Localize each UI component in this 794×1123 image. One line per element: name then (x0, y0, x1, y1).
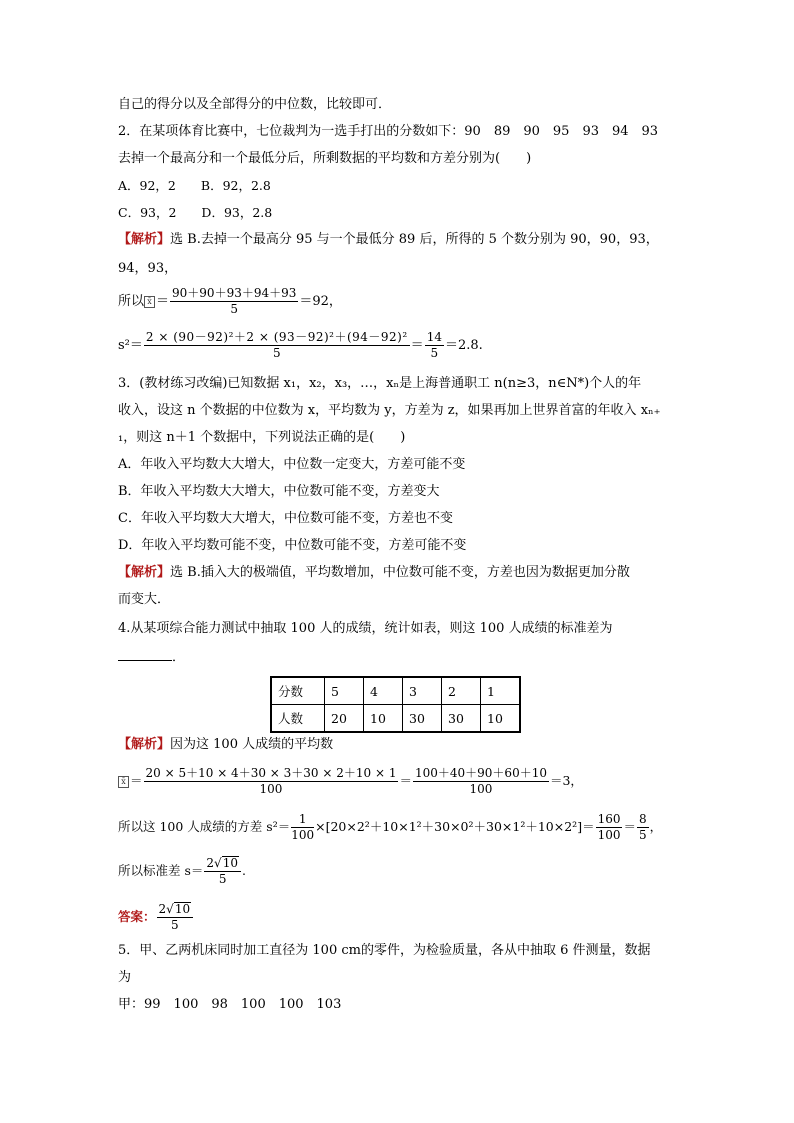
question-4-solution (118, 736, 333, 754)
numerator: 1 (291, 812, 314, 828)
table-cell: 4 (364, 677, 403, 705)
question-5-stem-cont: 为 (118, 970, 132, 985)
formula-body: ×[20×2²＋10×1²＋30×0²＋30×1²＋10×2²]＝ (315, 819, 595, 834)
formula-prefix: 所以标准差 s＝ (118, 863, 204, 878)
denominator: 5 (218, 872, 227, 886)
table-cell: 3 (403, 677, 442, 705)
solution-text: 选 B.去掉一个最高分 95 与一个最低分 89 后，所得的 5 个数分别为 90，90，93， (170, 232, 659, 247)
question-3-stem-cont: 收入，设这 n 个数据的中位数为 x，平均数为 y，方差为 z，如果再加上世界首富的年收入 xₙ₊ (118, 403, 661, 418)
solution-text: 选 B.插入大的极端值，平均数增加，中位数可能不变，方差也因为数据更加分散 (170, 565, 630, 580)
denominator: 5 (639, 828, 647, 842)
fraction (204, 856, 241, 887)
fraction (413, 766, 549, 797)
numerator: 2√10 (204, 856, 241, 872)
text-line: 自己的得分以及全部得分的中位数，比较即可． (118, 97, 392, 112)
question-4-stem: 4.从某项综合能力测试中抽取 100 人的成绩，统计如表，则这 100 人成绩的标准差为 (118, 621, 613, 636)
numerator: 90＋90＋93＋94＋93 (172, 286, 297, 300)
denominator: 5 (272, 346, 281, 360)
fraction (425, 330, 444, 361)
question-3-solution (118, 564, 630, 582)
denominator: 100 (469, 782, 493, 796)
solution-text: 因为这 100 人成绩的平均数 (170, 737, 334, 752)
score-table (270, 676, 521, 733)
coefficient: 2 (158, 902, 167, 916)
numerator: 8 (639, 812, 647, 826)
question-4-answer (118, 902, 194, 933)
question-2-variance-formula: s²＝ $\frac{\text{2 × (90－92)²＋2 × (93－92)²＋(94－92)²}}{5}$ ＝ $\frac{14}{5}$ ＝2.8. (118, 330, 483, 360)
table-cell: 30 (442, 705, 481, 733)
question-5-data-jia: 甲：99 100 98 100 100 103 (118, 997, 342, 1012)
table-cell: 5 (325, 677, 364, 705)
table-row (271, 705, 520, 733)
table-cell: 2 (442, 677, 481, 705)
fraction (144, 766, 399, 797)
x-bar-symbol: x̄ (118, 776, 129, 788)
formula-prefix: 所以这 100 人成绩的方差 s²＝ (118, 819, 291, 834)
numerator: 2√10 (157, 902, 194, 918)
question-3-option-c: C．年收入平均数大大增大，中位数可能不变，方差也不变 (118, 511, 453, 526)
question-3-stem-cont2: ₁，则这 n＋1 个数据中，下列说法正确的是( ) (118, 430, 406, 445)
table-cell: 10 (364, 705, 403, 733)
table-row (271, 677, 520, 705)
formula-prefix: s²＝ (118, 338, 143, 353)
question-4-blank-line (118, 648, 185, 667)
table-cell: 人数 (271, 705, 325, 733)
denominator: 5 (430, 346, 439, 360)
table-cell: 20 (325, 705, 364, 733)
radicand: 10 (174, 902, 191, 916)
fraction (170, 286, 298, 317)
formula-result: ＝3， (549, 773, 583, 788)
formula-prefix: 所以 (118, 294, 145, 309)
denominator: 100 (597, 828, 621, 842)
solution-tag: 【解析】 (118, 565, 171, 580)
question-2-stem: 2．在某项体育比赛中，七位裁判为一选手打出的分数如下：90 89 90 95 93 94 93 (118, 124, 659, 139)
question-3-option-d: D．年收入平均数可能不变，中位数可能不变，方差可能不变 (118, 538, 467, 553)
fraction (291, 812, 314, 843)
solution-tag: 【解析】 (118, 737, 171, 752)
question-3-solution-cont: 而变大． (118, 592, 171, 607)
punctuation: ． (172, 650, 186, 665)
numerator: 2 × (90－92)²＋2 × (93－92)²＋(94－92)² (145, 330, 408, 344)
question-3-option-b: B．年收入平均数大大增大，中位数可能不变，方差变大 (118, 484, 440, 499)
answer-blank (118, 648, 172, 661)
table-cell: 10 (481, 705, 521, 733)
numerator: 100＋40＋90＋60＋10 (414, 766, 547, 780)
formula-result: ＝92， (299, 294, 342, 309)
question-2-options-cd: C．93，2 D．93，2.8 (118, 205, 273, 220)
formula-result: ＝2.8. (444, 338, 483, 353)
question-4-variance-formula: 所以这 100 人成绩的方差 s²＝ $\frac{1}{100}$ ×[20×2²＋10×1²＋30×0²＋30×1²＋10×2²]＝ $\frac{160}{100}$ ＝ $\frac{8}{5}$ ， (118, 812, 663, 842)
fraction (144, 330, 410, 361)
solution-tag: 【解析】 (118, 232, 171, 247)
numerator: 14 (426, 330, 442, 344)
question-4-sd-formula: 所以标准差 s＝ $\frac{2√10}{5}$ . (118, 856, 246, 886)
radicand: 10 (222, 856, 238, 870)
question-3-option-a: A．年收入平均数大大增大，中位数一定变大，方差可能不变 (118, 457, 466, 472)
coefficient: 2 (206, 856, 215, 870)
question-2-solution (118, 231, 659, 249)
question-2-options-ab: A．92，2 B．92，2.8 (118, 178, 271, 193)
question-5-stem: 5．甲、乙两机床同时加工直径为 100 cm的零件，为检验质量，各从中抽取 6 件测量，数据 (118, 943, 651, 958)
question-2-solution-cont: 94，93， (118, 261, 178, 276)
question-2-stem-cont: 去掉一个最高分和一个最低分后，所剩数据的平均数和方差分别为( ) (118, 151, 532, 166)
fraction (157, 902, 194, 933)
denominator: 100 (259, 782, 283, 796)
denominator: 100 (291, 828, 315, 842)
numerator: 20 × 5＋10 × 4＋30 × 3＋30 × 2＋10 × 1 (145, 766, 397, 780)
question-4-mean-formula: x̄ ＝ $\frac{20 \times 5+10 \times 4+30 \times 3+30 \times 2+10 \times 1}{100}$ ＝ $\frac{100+40+90+60+10}{100}$ ＝3， (118, 766, 583, 797)
numerator: 160 (597, 812, 621, 826)
denominator: 5 (170, 918, 179, 932)
table-cell: 30 (403, 705, 442, 733)
x-bar-symbol: x̄ (144, 296, 155, 308)
answer-label: 答案： (118, 909, 156, 924)
fraction (596, 812, 623, 843)
table-cell: 1 (481, 677, 521, 705)
table-cell: 分数 (271, 677, 325, 705)
question-3-stem: 3．(教材练习改编)已知数据 x₁，x₂，x₃，…，xₙ是上海普通职工 n(n≥3，n∈N*)个人的年 (118, 376, 642, 391)
fraction (637, 812, 649, 843)
question-2-mean-formula: 所以 x̄ ＝ $\frac{90+90+93+94+93}{5}$ ＝92， (118, 286, 342, 316)
denominator: 5 (230, 302, 239, 316)
